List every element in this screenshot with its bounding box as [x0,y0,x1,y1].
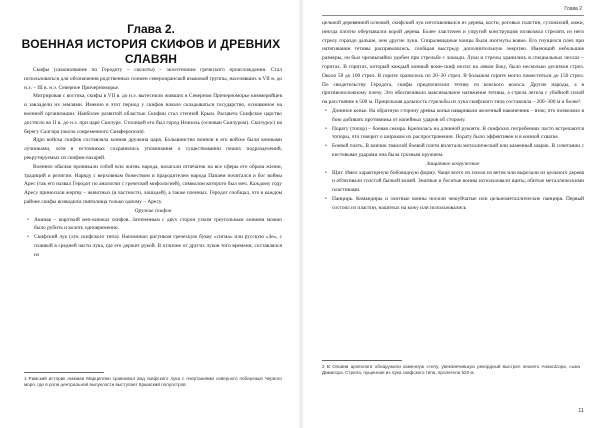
running-head: Глава 2 [564,6,582,12]
footnote-divider [24,372,104,373]
bullet-icon: • [27,234,29,241]
paragraph: Мигрировав с востока, скифы в VII в. до н.э. вытеснили живших в Северном Причерноморье киммерийцев и завладели их землями. Именно в этот период у скифов начало складываться государство, основанное на военной организации. Наиболее развитой областью Скифии стал степной Крым. Расцвета Скифское царство достигло во II в. до н.э. при царе Скилуре. Столицей его был город Неаполь (основан Скилуром). Скилурос) на берегу Салгира (около современного Симферополя). [24,93,282,135]
list-item [322,195,584,213]
list-item [24,216,282,234]
bullet-icon: • [325,125,327,132]
chapter-heading: ВОЕННАЯ ИСТОРИЯ СКИФОВ И ДРЕВНИХ СЛАВЯН [21,37,281,66]
left-body-text [24,66,282,260]
list-item [322,107,584,125]
list-item [322,169,584,195]
page-number: 11 [578,408,584,414]
list-item-text: Панцирь. Командиры и элитные воины носили чешуйчатые или цельнометаллические панциря. Первый состоял из пластин, нашитых на кожу или использовались [332,195,584,211]
list-item-text: Длинное копье. На обратную сторону древка копья наваривали железный наконечник – вток; что позволяло в бою добивать противника от копейных ударов об сторону. [332,107,584,123]
chapter-title [20,22,282,67]
chapter-label: Глава 2. [127,22,175,36]
paragraph: цельной деревянной основой, скифский лук изготавливался из дерева, кости, роговых пластин, сухожилий, кожи, иногда плотно обертывался корой дерева. Более эластичен и упругий конструкция позволяла стрелять из него стрелу гораздо дальше, чем другие луки. Спиралевидные концы были изогнуты вовне. Его гнущихся плеч при натягивании тетивы распрямлялись, сообщая выстреду дополнительную энергию. Имеющий небольшие размеры, он был чрезвычайно удобен при стрельбе с лошади. Луки и стрелы хранились в специальных чехлах – горитах. В горитах, который каждый конный воин-скиф носил на левом боку, было несколько десятков стрел. Около 50 до 100 стрел. В горите хранилось по 20–30 стрел. В большом горите могло поместиться до 150 стрел. По свидетельству Геродота, скифы предпочитали тетиву из конского волоса. Другие народы, а в противоположному плечу. Это обеспечивало максимальное натяжение тетивы, а стрела летела с убойной силой на расстояние в 500 м. Прицельная дальность стрельбы из лука скифского типа составляла – 200–300 м и более². [322,20,584,106]
paragraph: Ядро войска скифов составляла конная дружина царя. Большинство воинов в его войске были конными лучниками, хотя в источниках сохранились упоминания о существовании пеших подразделений, рекрутируемых из скифов-пахарей. [24,137,282,161]
footnote-divider [322,360,402,361]
header-divider [322,15,584,16]
protection-heading: Защитное вооружение [426,160,480,167]
list-item [322,125,584,143]
footnote: 2 В Ольвии археологи обнаружили каменную стелу, увековечившую рекордный выстрел некоего Анаксагора, сына Димагора. Стрела, пущенная из лука скифского типа, пролетела 520 м. [322,364,580,376]
weapons-heading: Оружие скифов [134,207,172,214]
list-item-text: Щит. Имел характерную бобовидную форму. Чаще всего их плели из веток или вырезали из цельного дерева и обтягивали толстой бычьей кожей. Знатные и богатые воины использовали щиты, обитые металлическими пластинами. [332,169,584,194]
list-item [322,142,584,160]
right-body-text [322,19,584,213]
bullet-icon: • [27,216,29,223]
paragraph: Военное обычаи проникали собой всю жизнь народа, налагали отпечаток на все сферы его образа жизни, традиций и религии. Наряду с верховным божеством и прародителем народа Папаем почитался и бог войны Арес (так его назвал Геродот по аналогии с греческой мифологией), символом которого был меч. Каждому году Аресу приносили жертву – животных (в частности, лошадей), а также пленных. Геродот сообщал, что в каждом районе скифы возводили святилища только одному – Аресу. [24,163,282,205]
bullet-icon: • [325,107,327,114]
paragraph: Скифы (самоназвание по Геродоту – сколоты) – экзоэтноним греческого происхождения. Стал использоваться для обозначения родственных племен североиранской языковой группы, населявших в VII в. до н.э. – III в. н.э. Северное Причерноморье. [24,67,282,91]
list-item [24,233,282,259]
bullet-icon: • [325,169,327,176]
bullet-icon: • [325,195,327,202]
list-item-text: Акинак – короткий меч-кинжал скифов. Заточенным с двух сторон узким треугольным лезвием можно было рубить и колоть одновременно. [34,216,282,232]
list-item-text: Боевой плеть. В кончик тяжелой боевой плети вплетали металлический или каменный шарик. В сочетании с кистевыми ударами она была грозным оружием. [332,143,584,158]
list-item-text: Скифский лук (лук скифского типа). Напоминал рисунком греческую букву «сигма» или русскую «Зе», с планкой в средней части лука, где его держит рукой. В отличие от других луков того времени, составлялся из [34,234,282,258]
footnote: 1 Римский историк Аммиан Марцеллин сравнивал вид скифского лука с очертаниями северного побережья Черного моря, где в роли центральной выпуклости выступает Крымский полуостров. [24,376,282,388]
list-item-text: Порату (топор) – боевая секира. Крепилась на длинной рукояти. В скифских погребениях часто встречаются топоры, что говорит о широком их распространении. Порату было эффективен и в конной схватке. [332,125,584,141]
right-page [302,0,600,428]
bullet-icon: • [325,143,327,150]
